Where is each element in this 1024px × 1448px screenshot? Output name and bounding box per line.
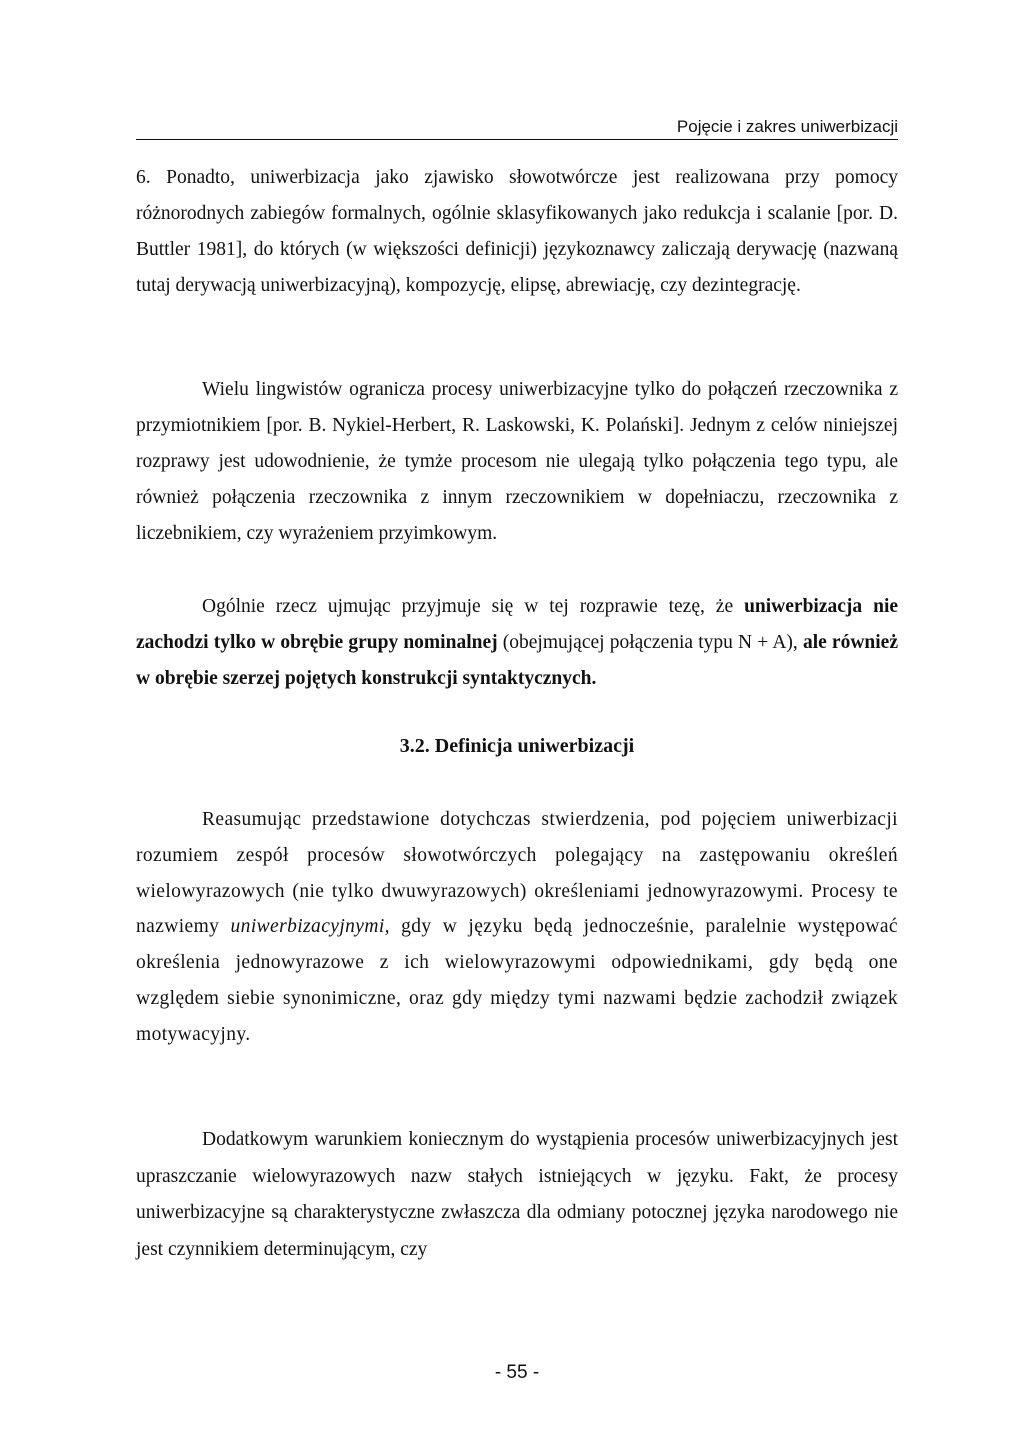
thesis-bold-text-1: uniwerbizacja nie zachodzi tylko w obrębie grupy nominalnej xyxy=(136,596,899,653)
paragraph-definition xyxy=(136,802,898,1053)
paragraph-enumerated-point-6: 6. Ponadto, uniwerbizacja jako zjawisko słowotwórcze jest realizowana przy pomocy różnorodnych zabiegów formalnych, ogólnie sklasyfikowanych jako redukcja i scalanie [por. D. Buttler 1981], do których (w większości definicji) językoznawcy zaliczają derywację (nazwaną tutaj derywacją uniwerbizacyjną), kompozycję, elipsę, abrewiację, czy dezintegrację. xyxy=(136,167,898,296)
definition-italic-term: uniwerbizacyjnymi, xyxy=(230,916,390,938)
paragraph-thesis xyxy=(136,589,898,697)
definition-text-after: gdy w języku będą jednocześnie, paralelnie występować określenia jednowyrazowe z ich wielowyrazowymi odpowiednikami, gdy będą one względem siebie synonimiczne, oraz gdy między tymi nazwami będzie zachodził związek motywacyjny. xyxy=(136,916,898,1045)
section-heading xyxy=(136,728,898,764)
thesis-middle-text: (obejmującej połączenia typu N + A), xyxy=(497,632,803,653)
page-number: - 55 - xyxy=(494,1362,540,1383)
definition-text-before: Reasumując przedstawione dotychczas stwierdzenia, pod pojęciem uniwerbizacji rozumiem zespół procesów słowotwórczych polegający na zastępowaniu określeń wielowyrazowych (nie tylko dwuwyrazowych) określeniami jednowyrazowymi. Procesy te nazwiemy xyxy=(136,809,898,938)
header-rule xyxy=(136,139,898,140)
section-title: Definicja uniwerbizacji xyxy=(434,735,635,757)
paragraph-linguists-scope: Wielu lingwistów ogranicza procesy uniwerbizacyjne tylko do połączeń rzeczownika z przymiotnikiem [por. B. Nykiel-Herbert, R. Laskowski, K. Polański]. Jednym z celów niniejszej rozprawy jest udowodnienie, że tymże procesom nie ulegają tylko połączenia tego typu, ale również połączenia rzeczownika z innym rzeczownikiem w dopełniaczu, rzeczownika z liczebnikiem, czy wyrażeniem przyimkowym. xyxy=(136,379,898,544)
section-number: 3.2. xyxy=(399,735,430,757)
running-head: Pojęcie i zakres uniwerbizacji xyxy=(676,117,898,136)
thesis-bold-text-2: ale również w obrębie szerzej pojętych konstrukcji syntaktycznych. xyxy=(136,632,898,689)
paragraph-additional-condition: Dodatkowym warunkiem koniecznym do wystąpienia procesów uniwerbizacyjnych jest upraszczanie wielowyrazowych nazw stałych istniejących w języku. Fakt, że procesy uniwerbizacyjne są charakterystyczne zwłaszcza dla odmiany potocznej języka narodowego nie jest czynnikiem determinującym, czy xyxy=(136,1129,898,1260)
thesis-intro-text: Ogólnie rzecz ujmując przyjmuje się w tej rozprawie tezę, że xyxy=(202,596,745,617)
